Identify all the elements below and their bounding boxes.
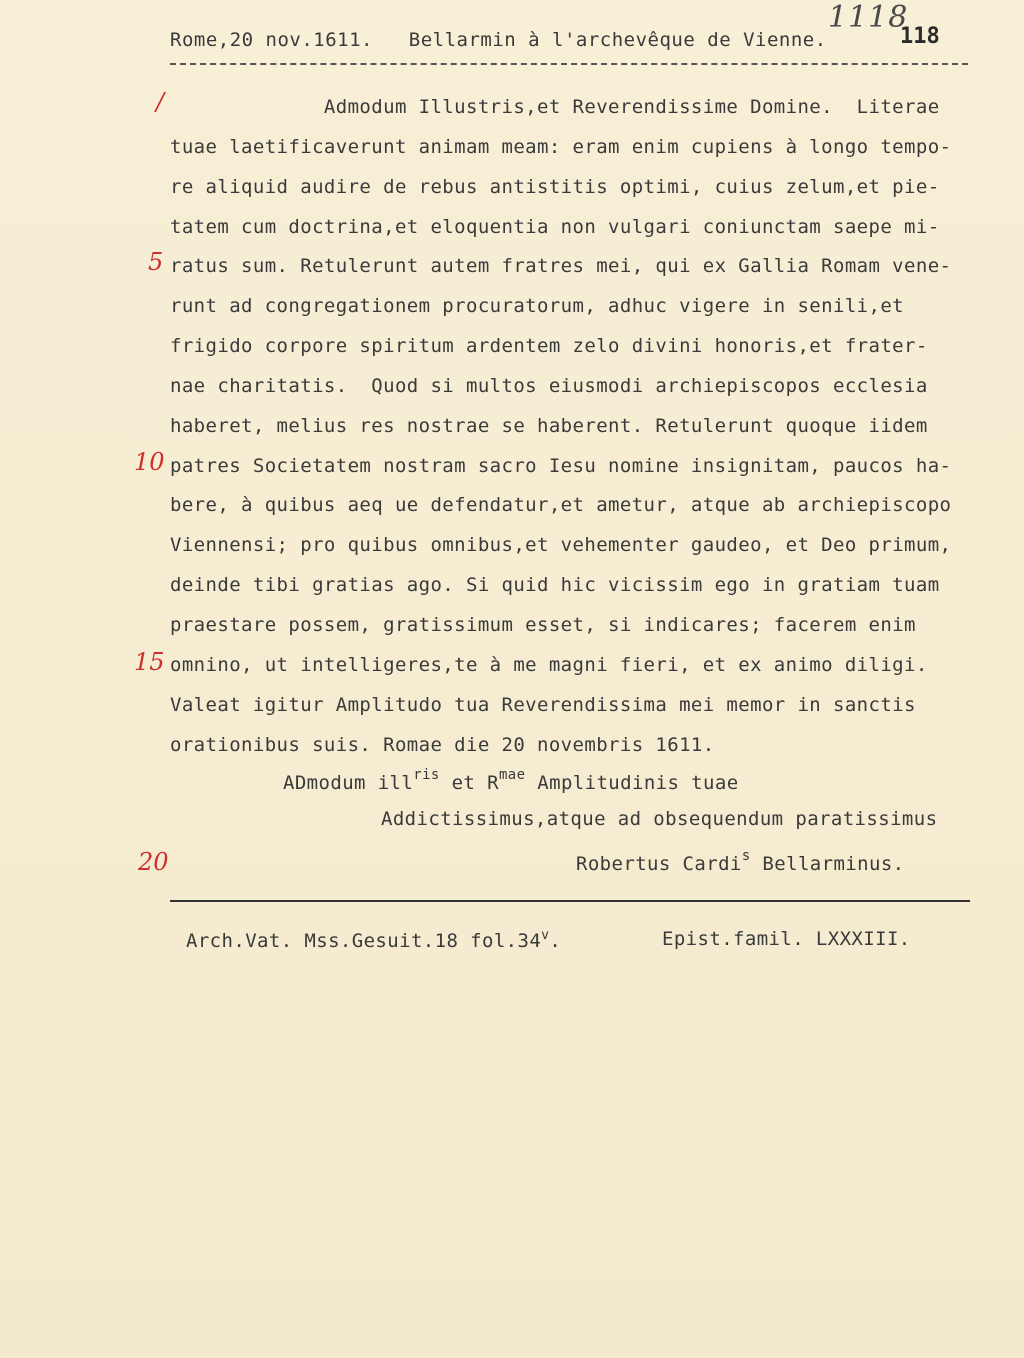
body-line: orationibus suis. Romae die 20 novembris 1611. (170, 733, 715, 756)
body-line: Valeat igitur Amplitudo tua Reverendissima mei memor in sanctis (170, 693, 916, 716)
body-line: praestare possem, gratissimum esset, si indicares; facerem enim (170, 613, 916, 636)
footer-divider (170, 900, 970, 902)
body-line: re aliquid audire de rebus antistitis optimi, cuius zelum,et pie- (170, 175, 940, 198)
body-line: runt ad congregationem procuratorum, adhuc vigere in senili,et (170, 295, 905, 318)
body-line: patres Societatem nostram sacro Iesu nomine insignitam, paucos ha- (170, 454, 952, 477)
body-line: frigido corpore spiritum ardentem zelo divini honoris,et frater- (170, 335, 928, 358)
body-line: Admodum Illustris,et Reverendissime Domine. Literae (170, 96, 940, 118)
body-line: deinde tibi gratias ago. Si quid hic vicissim ego in gratiam tuam (170, 574, 940, 597)
margin-line-number-10: 10 (134, 448, 165, 476)
document-header: Rome,20 nov.1611. Bellarmin à l'archevêque de Vienne. (170, 29, 827, 51)
epistle-reference: Epist.famil. LXXXIII. (662, 928, 911, 950)
margin-line-number-1: / (156, 88, 165, 116)
handwritten-archive-number: 1118 (828, 0, 909, 35)
body-line: Viennensi; pro quibus omnibus,et vehementer gaudeo, et Deo primum, (170, 534, 952, 557)
body-line: ratus sum. Retulerunt autem fratres mei, qui ex Gallia Romam vene- (170, 255, 952, 278)
body-line: omnino, ut intelligeres,te à me magni fieri, et ex animo diligi. (170, 653, 928, 676)
body-line: haberet, melius res nostrae se haberent. Retulerunt quoque iidem (170, 414, 928, 437)
archive-reference: Arch.Vat. Mss.Gesuit.18 fol.34$^v$. (186, 928, 562, 952)
closing-subscription: Addictissimus,atque ad obsequendum paratissimus (381, 808, 938, 830)
header-dashed-divider (170, 63, 968, 65)
letter-body (170, 88, 1000, 765)
margin-line-number-20: 20 (138, 848, 169, 876)
margin-line-number-15: 15 (134, 648, 165, 676)
body-line: tatem cum doctrina,et eloquentia non vulgari coniunctam saepe mi- (170, 215, 940, 238)
signature-line: Robertus Cardi$^s$ Bellarminus. (576, 848, 905, 875)
page-number: 118 (900, 24, 940, 49)
body-line: bere, à quibus aeq ue defendatur,et ametur, atque ab archiepiscopo (170, 494, 952, 517)
closing-salutation: ADmodum ill$^{ris}$ et $R^{mae}$ Amplitudinis tuae (283, 767, 739, 794)
margin-line-number-5: 5 (148, 248, 164, 276)
body-line: nae charitatis. Quod si multos eiusmodi archiepiscopos ecclesia (170, 374, 928, 397)
body-line: tuae laetificaverunt animam meam: eram enim cupiens à longo tempo- (170, 135, 952, 158)
